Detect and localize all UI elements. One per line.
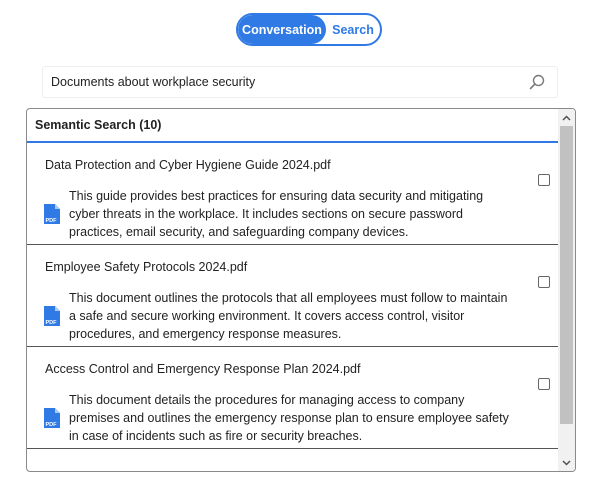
results-count-title: Semantic Search (10) xyxy=(35,118,162,132)
result-item[interactable] xyxy=(27,143,559,245)
scroll-up-icon[interactable] xyxy=(558,109,575,126)
svg-text:PDF: PDF xyxy=(45,218,57,224)
mode-toggle xyxy=(236,13,382,46)
result-description: This guide provides best practices for ensuring data security and mitigating cyber threats in the workplace. It includes sections on secure password practices, email security, and safeguarding company devices. xyxy=(69,189,484,239)
result-description: This document outlines the protocols that all employees must follow to maintain a safe and secure working environment. It covers access control, visitor procedures, and emergency response measures. xyxy=(69,291,508,341)
scrollbar-thumb[interactable] xyxy=(560,126,573,424)
result-description: This document details the procedures for managing access to company premises and outlines the emergency response plan to ensure employee safety in case of incidents such as fire or security breaches. xyxy=(69,393,509,443)
result-title[interactable]: Access Control and Emergency Response Plan 2024.pdf xyxy=(45,362,361,376)
results-list[interactable] xyxy=(27,143,559,472)
pdf-icon xyxy=(43,203,62,225)
results-header xyxy=(27,109,559,143)
svg-text:PDF: PDF xyxy=(45,320,57,326)
result-title[interactable]: Data Protection and Cyber Hygiene Guide 2024.pdf xyxy=(45,158,331,172)
search-bar xyxy=(42,66,558,98)
result-checkbox[interactable] xyxy=(538,174,550,186)
result-item[interactable] xyxy=(27,347,559,449)
conversation-tab[interactable]: Conversation xyxy=(238,15,326,44)
result-checkbox[interactable] xyxy=(538,378,550,390)
pdf-icon xyxy=(43,305,62,327)
result-title[interactable]: Employee Safety Protocols 2024.pdf xyxy=(45,260,248,274)
search-input[interactable] xyxy=(43,67,523,97)
result-item[interactable] xyxy=(27,245,559,347)
results-panel xyxy=(26,108,576,472)
result-checkbox[interactable] xyxy=(538,276,550,288)
search-icon[interactable] xyxy=(529,74,545,90)
svg-text:PDF: PDF xyxy=(45,422,57,428)
scroll-down-icon[interactable] xyxy=(558,454,575,471)
search-tab[interactable]: Search xyxy=(332,22,374,37)
pdf-icon xyxy=(43,407,62,429)
vertical-scrollbar[interactable] xyxy=(558,109,575,471)
